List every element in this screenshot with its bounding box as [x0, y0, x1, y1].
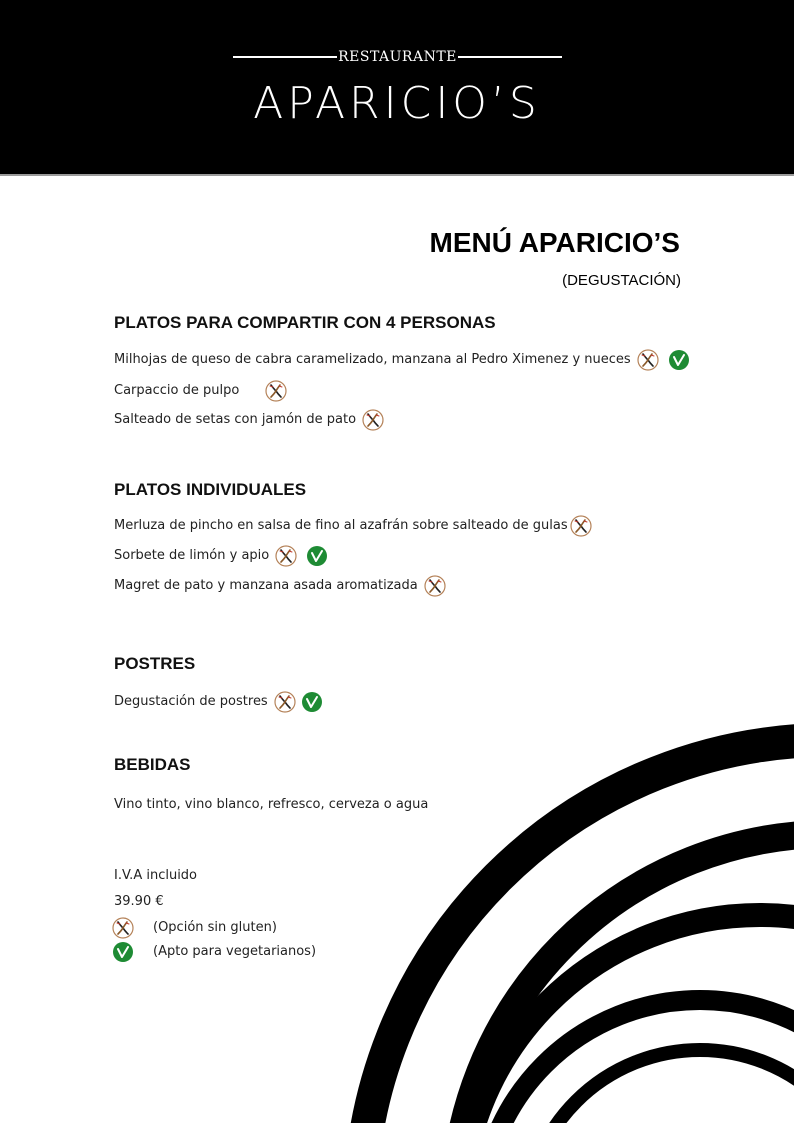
menu-item-name: Merluza de pincho en salsa de fino al azafrán sobre salteado de gulas — [114, 518, 568, 533]
vat-note: I.V.A incluido — [114, 868, 198, 883]
section-title-individuales: PLATOS INDIVIDUALES — [114, 480, 307, 499]
menu-title: MENÚ APARICIO’S — [429, 227, 680, 258]
menu-item-name: Sorbete de limón y apio — [114, 548, 270, 563]
menu-item-name: Magret de pato y manzana asada aromatizada — [114, 578, 418, 593]
menu-item-name: Degustación de postres — [114, 694, 268, 709]
gluten-free-icon — [570, 515, 592, 537]
menu-item — [114, 349, 690, 371]
vegetarian-icon — [306, 545, 328, 567]
gluten-free-icon — [275, 545, 297, 567]
restaurant-header — [0, 0, 794, 174]
menu-subtitle: (DEGUSTACIÓN) — [562, 272, 681, 289]
gluten-free-icon — [362, 409, 384, 431]
menu-item-name: Carpaccio de pulpo — [114, 383, 240, 398]
section-title-bebidas: BEBIDAS — [114, 755, 191, 774]
menu-price: 39.90 € — [114, 894, 164, 909]
vegetarian-icon — [301, 691, 323, 713]
legend-label: (Opción sin gluten) — [153, 920, 277, 935]
legend-label: (Apto para vegetarianos) — [153, 944, 317, 959]
menu-item — [114, 545, 328, 567]
section-title-postres: POSTRES — [114, 654, 196, 673]
section-title-compartir: PLATOS PARA COMPARTIR CON 4 PERSONAS — [114, 313, 496, 332]
menu-item — [114, 575, 446, 597]
header-divider — [0, 174, 794, 176]
gluten-free-icon — [274, 691, 296, 713]
menu-item — [114, 691, 323, 713]
gluten-free-icon — [112, 917, 134, 939]
gluten-free-icon — [637, 349, 659, 371]
menu-item-name: Milhojas de queso de cabra caramelizado, manzana al Pedro Ximenez y nueces — [114, 352, 631, 367]
gluten-free-icon — [265, 380, 287, 402]
logo-subtitle-row — [233, 48, 562, 66]
legend-vegetarian — [112, 941, 316, 963]
vegetarian-icon — [112, 941, 134, 963]
menu-item — [114, 409, 384, 431]
gluten-free-icon — [424, 575, 446, 597]
drinks-description: Vino tinto, vino blanco, refresco, cerveza o agua — [114, 797, 429, 812]
menu-item — [114, 380, 287, 402]
logo-subtitle: RESTAURANTE — [338, 49, 457, 65]
vegetarian-icon — [668, 349, 690, 371]
menu-item-name: Salteado de setas con jamón de pato — [114, 412, 357, 427]
menu-item — [114, 515, 592, 537]
legend-gluten-free — [112, 917, 277, 939]
logo-brand: APARICIO’S — [253, 78, 541, 129]
